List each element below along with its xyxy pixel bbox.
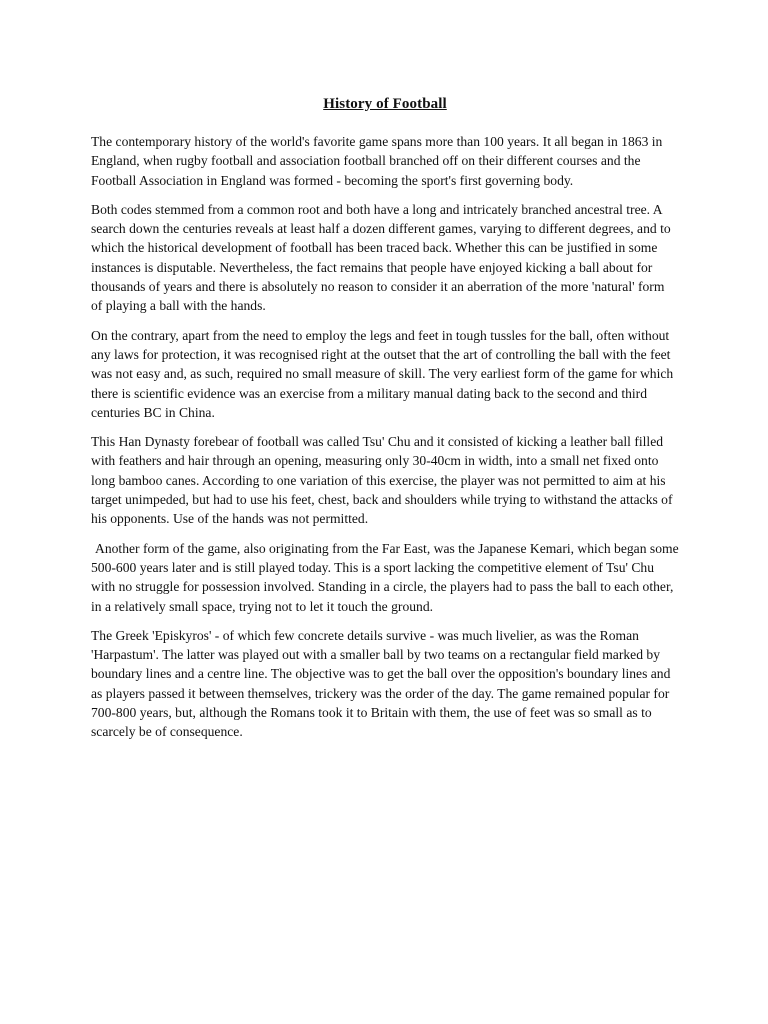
document-body — [91, 94, 679, 752]
document-title: History of Football — [323, 96, 447, 112]
paragraph-han-dynasty: This Han Dynasty forebear of football was called Tsu' Chu and it consisted of kicking a leather ball filled with feathers and hair through an opening, measuring only 30-40cm in width, into a small net fixed onto long bamboo canes. According to one variation of this exercise, the player was not permitted to aim at his target unimpeded, but had to use his feet, chest, back and shoulders while trying to withstand the attacks of his opponents. Use of the hands was not permitted. — [91, 434, 673, 527]
paragraph-contrary: On the contrary, apart from the need to employ the legs and feet in tough tussles for the ball, often without any laws for protection, it was recognised right at the outset that the art of controlling the ball with the feet was not easy and, as such, required no small measure of skill. The very earliest form of the game for which there is scientific evidence was an exercise from a military manual dating back to the second and third centuries BC in China. — [91, 327, 674, 420]
paragraph-kemari: Another form of the game, also originating from the Far East, was the Japanese Kemari, which began some 500-600 years later and is still played today. This is a sport lacking the competitive element of Tsu' Chu with no struggle for possession involved. Standing in a circle, the players had to pass the ball to each other, in a relatively small space, trying not to let it touch the ground. — [91, 540, 679, 614]
paragraph-intro: The contemporary history of the world's favorite game spans more than 100 years. It all began in 1863 in England, when rugby football and association football branched off on their different courses and the Football Association in England was formed - becoming the sport's first governing body. — [91, 134, 663, 188]
paragraph-greek-roman: The Greek 'Episkyros' - of which few concrete details survive - was much livelier, as was the Roman 'Harpastum'. The latter was played out with a smaller ball by two teams on a rectangular field marked by boundary lines and a centre line. The objective was to get the ball over the opposition's boundary lines and as players passed it between themselves, trickery was the order of the day. The game remained popular for 700-800 years, but, although the Romans took it to Britain with them, the use of feet was so small as to scarcely be of consequence. — [91, 627, 671, 740]
paragraph-codes: Both codes stemmed from a common root and both have a long and intricately branched ancestral tree. A search down the centuries reveals at least half a dozen different games, varying to different degrees, and to which the historical development of football has been traced back. Whether this can be justified in some instances is disputable. Nevertheless, the fact remains that people have enjoyed kicking a ball about for thousands of years and there is absolutely no reason to consider it an aberration of the more 'natural' form of playing a ball with the hands. — [91, 201, 671, 314]
